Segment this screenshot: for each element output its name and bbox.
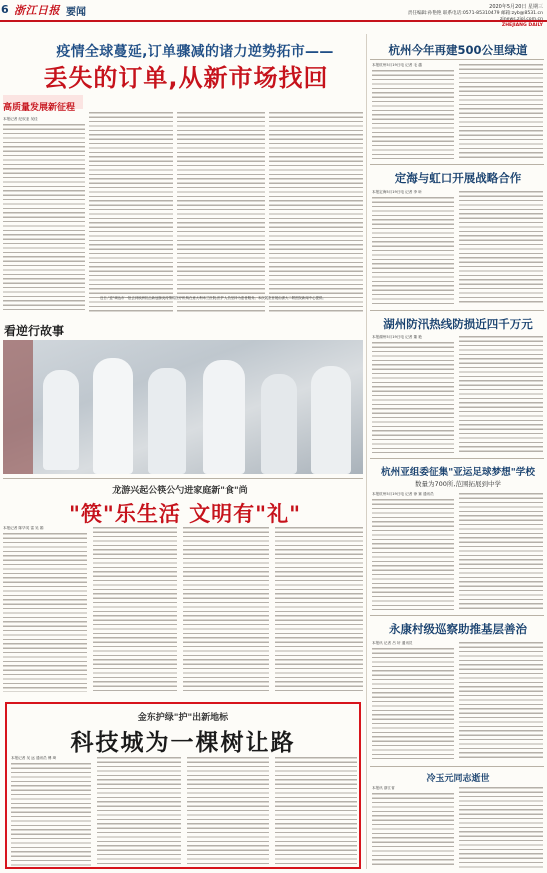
- story5-text-col-1: [372, 647, 454, 759]
- feature-text-col-1: [11, 762, 91, 866]
- photo-figure: [261, 374, 297, 474]
- chopsticks-headline: "筷"乐生活 文明有"礼": [68, 501, 302, 526]
- chopsticks-byline: 本报记者 陈毕英 雷 吴 娟: [3, 526, 44, 530]
- section-name: 要闻: [66, 7, 86, 18]
- story5-headline: 永康村级巡察助推基层善治: [389, 622, 527, 636]
- feature-byline: 本报记者 吴 远 通讯员 傅 琦: [11, 756, 57, 760]
- masthead-rule: [0, 20, 547, 22]
- feature-box: [5, 702, 361, 869]
- story6-headline: 冷玉元同志逝世: [426, 774, 490, 784]
- photo-caption: 近日,"逆"调达市一批去到欧洲抗击新冠肺炎疫情的医疗机构在意大利米兰医院,医护人员坚持为患者服务。本次展览首展由浙大二附医院新闻中心提供。: [100, 296, 326, 300]
- divider: [3, 478, 363, 479]
- masthead: [0, 0, 547, 42]
- story3-text-col-2: [459, 335, 543, 453]
- story1-text-col-2: [459, 63, 543, 159]
- lead-text-col-4: [269, 111, 363, 313]
- story5-byline: 本报讯 记者 吕 轩 通讯员: [372, 641, 413, 645]
- divider: [370, 615, 544, 616]
- lead-text-col-1: [3, 123, 85, 313]
- page-number: 6: [1, 3, 9, 16]
- lead-kicker: 疫情全球蔓延,订单骤减的诸力逆势拓市——: [56, 44, 334, 60]
- story6-byline: 本报讯 浙江省: [372, 786, 395, 790]
- story3-text-col-1: [372, 341, 454, 453]
- story4-text-col-2: [459, 492, 543, 610]
- story3-byline: 本报湖州5月19日电 记者 董 艳: [372, 335, 422, 339]
- chopsticks-kicker: 龙游兴起公筷公勺进家庭新"食"尚: [112, 486, 248, 496]
- lead-subhead: 高质量发展新征程: [3, 103, 76, 113]
- story2-text-col-1: [372, 196, 454, 304]
- story2-headline: 定海与虹口开展战略合作: [394, 171, 522, 185]
- photo-figure: [93, 358, 133, 474]
- story6-text-col-2: [459, 786, 543, 868]
- lead-text-col-2: [89, 111, 173, 313]
- photo-label: 看逆行故事: [4, 324, 65, 338]
- lead-subhead-badge: [3, 95, 83, 113]
- divider: [370, 164, 544, 165]
- story2-text-col-2: [459, 190, 543, 304]
- photo-figure: [43, 370, 79, 470]
- divider: [370, 458, 544, 459]
- date-line: 2020年5月20日 星期三: [489, 4, 543, 10]
- story2-byline: 本报定海5月19日电 记者 李 昕: [372, 190, 422, 194]
- lead-text-col-3: [177, 111, 265, 313]
- photo-figure: [203, 360, 245, 474]
- story4-headline: 杭州亚组委征集"亚运足球梦想"学校: [381, 467, 535, 478]
- lead-photo: [3, 340, 363, 474]
- story1-headline: 杭州今年再建500公里绿道: [388, 43, 528, 57]
- editor-line: 责任编辑:孙艳艳 联系电话:0571-85310479 邮箱:zyb@8531.cn: [407, 11, 543, 16]
- chopsticks-text-col-4: [275, 526, 363, 692]
- story6-text-col-1: [372, 792, 454, 868]
- story4-byline: 本报杭州5月19日电 记者 徐 赛 通讯员: [372, 492, 434, 496]
- chopsticks-text-col-2: [93, 526, 177, 692]
- feature-headline: 科技城为一棵树让路: [70, 730, 296, 756]
- story4-subhead: 数量为700所,范围拓展到中学: [415, 480, 501, 488]
- lead-headline: 丢失的订单,从新市场找回: [43, 64, 329, 92]
- feature-text-col-2: [97, 756, 181, 866]
- chopsticks-text-col-3: [183, 526, 269, 692]
- lead-body: [3, 111, 363, 316]
- story1-byline: 本报杭州5月19日电 记者 毛 越: [372, 63, 422, 67]
- photo-figure: [148, 368, 186, 474]
- divider: [370, 766, 544, 767]
- paper-name: 浙江日报: [14, 4, 60, 17]
- feature-kicker: 金东护绿"护"出新地标: [137, 713, 229, 723]
- divider: [370, 59, 544, 60]
- photo-figure: [311, 366, 351, 474]
- chopsticks-text-col-1: [3, 532, 87, 692]
- feature-text-col-3: [187, 756, 269, 866]
- story3-headline: 湖州防汛热线防损近四千万元: [383, 317, 533, 331]
- story1-text-col-1: [372, 69, 454, 159]
- chopsticks-body: [3, 526, 363, 694]
- column-divider: [366, 34, 367, 869]
- brand-en: ZHEJIANG DAILY: [501, 23, 543, 28]
- photo-red-accent: [3, 340, 33, 474]
- story5-text-col-2: [459, 641, 543, 759]
- divider: [370, 310, 544, 311]
- lead-byline: 本报记者 纪驭亚 吴佳: [3, 117, 38, 121]
- story4-text-col-1: [372, 498, 454, 610]
- feature-text-col-4: [275, 756, 357, 866]
